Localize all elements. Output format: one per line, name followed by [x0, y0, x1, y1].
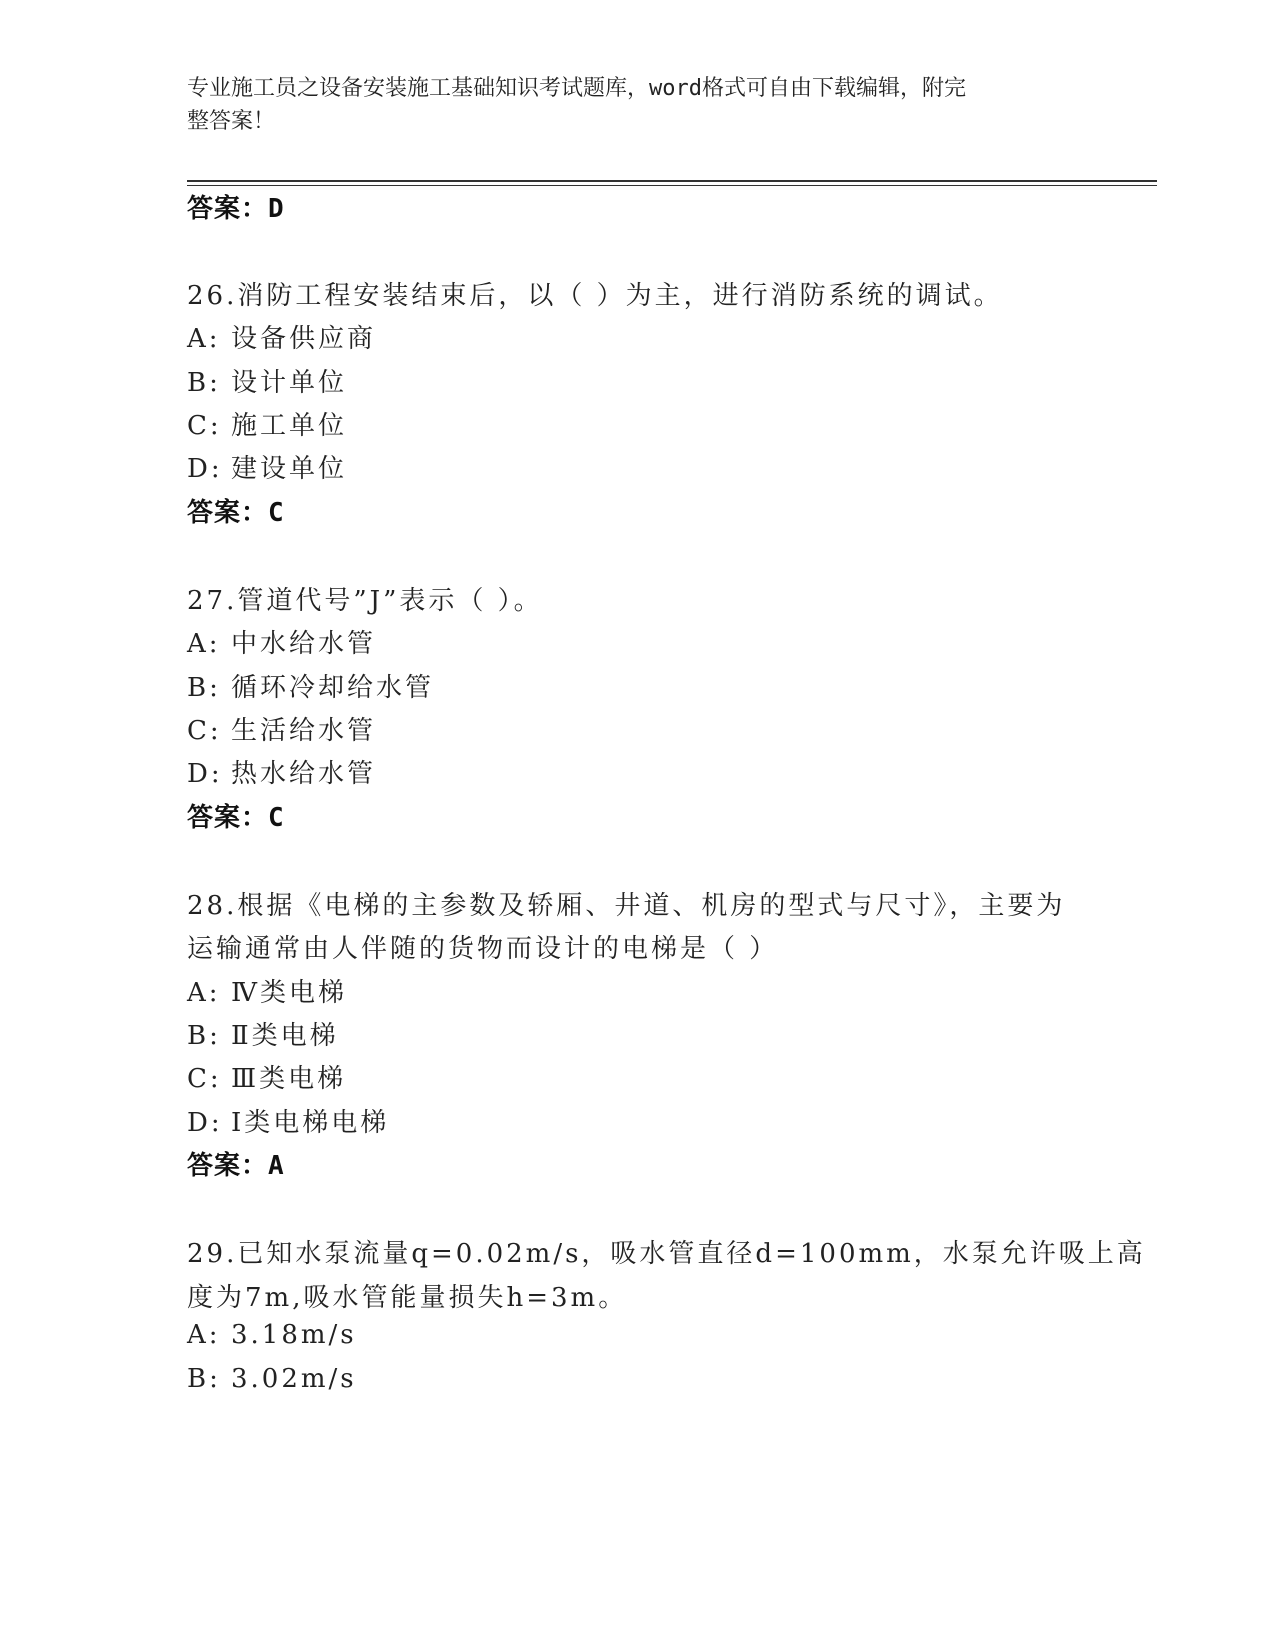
header-line-1: 专业施工员之设备安装施工基础知识考试题库，word格式可自由下载编辑，附完 [187, 76, 966, 101]
option-key: B: [187, 673, 221, 703]
question-29-text-line-2: 度为7m,吸水管能量损失h=3m。 [187, 1283, 628, 1313]
option-key: D: [187, 759, 223, 789]
option-text: Ⅲ类电梯 [231, 1064, 347, 1094]
header-line-2: 整答案！ [187, 109, 276, 134]
option-text: 3.02m/s [231, 1364, 357, 1394]
question-27-option-d [187, 753, 376, 790]
option-key: A: [187, 978, 221, 1008]
option-key: A: [187, 324, 221, 354]
question-26-option-c [187, 405, 347, 442]
question-26-option-d [187, 448, 347, 485]
question-26-text: 26.消防工程安装结束后，以（ ）为主，进行消防系统的调试。 [187, 281, 1003, 311]
question-27-option-c [187, 710, 376, 747]
option-text: 生活给水管 [231, 716, 377, 746]
question-27-option-a [187, 623, 376, 660]
question-26-answer: 答案：C [187, 498, 285, 528]
header-divider [187, 180, 1157, 182]
document-header [187, 72, 1067, 138]
option-key: D: [187, 1108, 223, 1138]
option-key: A: [187, 1320, 221, 1350]
question-28-option-d [187, 1102, 389, 1139]
answer-previous: 答案：D [187, 194, 285, 224]
question-29-option-a [187, 1320, 357, 1350]
question-29-option-b [187, 1364, 357, 1394]
option-text: 建设单位 [231, 454, 348, 484]
option-text: 设备供应商 [231, 324, 377, 354]
option-text: 热水给水管 [231, 759, 377, 789]
question-28-text-line-2: 运输通常由人伴随的货物而设计的电梯是（ ） [187, 934, 779, 964]
question-26-option-a [187, 318, 376, 355]
option-key: C: [187, 1064, 222, 1094]
option-text: Ⅰ类电梯电梯 [231, 1108, 390, 1138]
option-text: 施工单位 [231, 411, 348, 441]
option-text: 设计单位 [231, 368, 348, 398]
question-28-option-c [187, 1058, 346, 1095]
option-text: 中水给水管 [231, 629, 377, 659]
option-key: B: [187, 368, 221, 398]
option-text: 循环冷却给水管 [231, 673, 435, 703]
option-key: B: [187, 1021, 221, 1051]
option-key: C: [187, 716, 222, 746]
question-27-text: 27.管道代号”J”表示（ ）。 [187, 586, 543, 616]
question-26-option-b [187, 362, 347, 399]
option-key: A: [187, 629, 221, 659]
question-28-option-b [187, 1015, 339, 1052]
question-28-answer: 答案：A [187, 1151, 285, 1181]
question-27-option-b [187, 667, 434, 704]
option-text: Ⅳ类电梯 [231, 978, 347, 1008]
option-key: D: [187, 454, 223, 484]
option-key: B: [187, 1364, 221, 1394]
header-divider-thin [187, 185, 1157, 186]
option-text: 3.18m/s [231, 1320, 357, 1350]
question-27-answer: 答案：C [187, 803, 285, 833]
option-text: Ⅱ类电梯 [231, 1021, 339, 1051]
option-key: C: [187, 411, 222, 441]
question-28-option-a [187, 972, 347, 1009]
question-29-text-line-1: 29.已知水泵流量q=0.02m/s，吸水管直径d=100mm，水泵允许吸上高 [187, 1239, 1146, 1269]
question-28-text-line-1: 28.根据《电梯的主参数及轿厢、井道、机房的型式与尺寸》，主要为 [187, 891, 1066, 921]
